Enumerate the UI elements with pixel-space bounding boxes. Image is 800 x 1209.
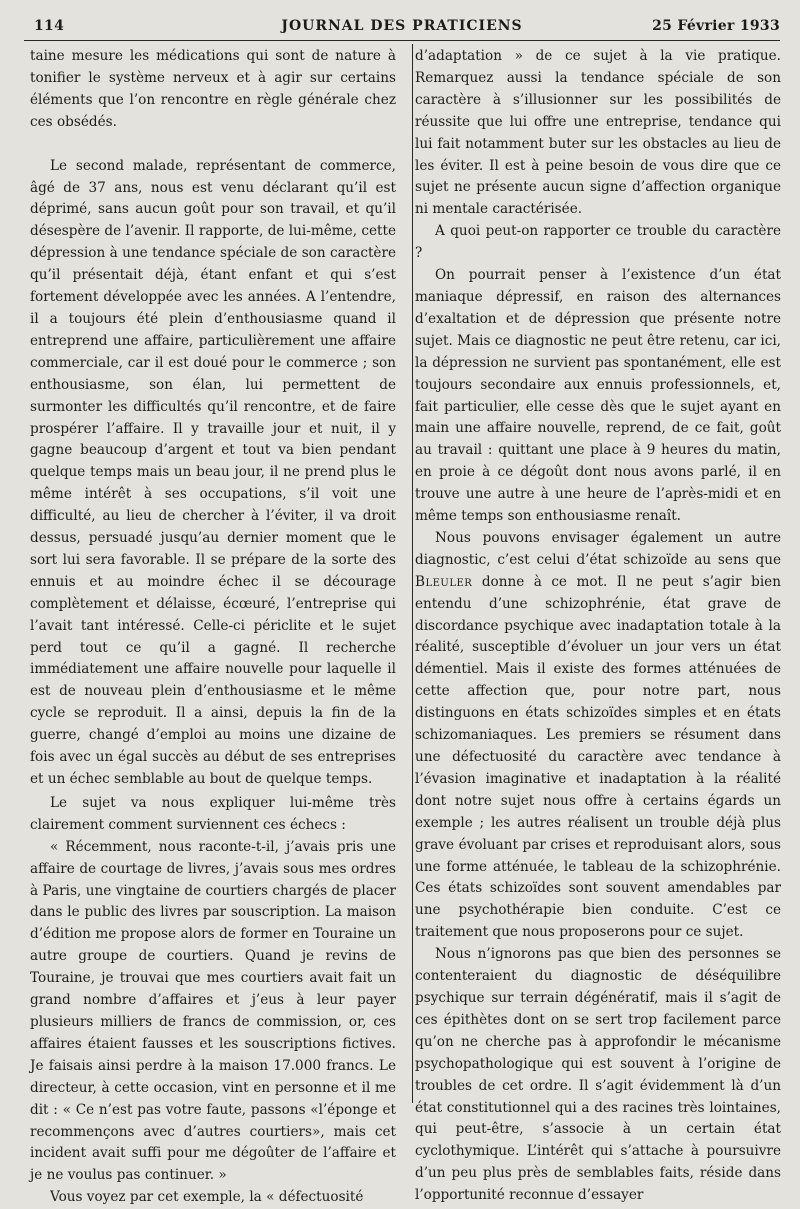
paragraph-text: donne à ce mot. Il ne peut s’agir bien entendu d’une schizophrénie, état grave de discordance psychique avec inadaptation totale à la réalité, susceptible d’évoluer un jour vers un état démentiel. Mais il existe des formes atténuées de cette affection que, pour notre part, nous distinguons en états schizoïdes simples et en états schizomaniaques. Les premiers se résument dans une défectuosité du caractère avec tendance à l’évasion imaginative et inadaptation à la réalité dont notre sujet nous offre à certains égards un exemple ; les autres réalisent un trouble déjà plus grave évoluant par crises et reproduisant alors, sous une forme atténuée, le tableau de la schizophrénie. Ces états schizoïdes sont souvent amendables par une psychothérapie bien conduite. C’est ce traitement que nous proposerons pour ce sujet. (415, 573, 781, 941)
paragraph (415, 528, 781, 944)
paragraph: Le sujet va nous expliquer lui-même très clairement comment surviennent ces échecs : (30, 794, 396, 833)
paragraph: taine mesure les médications qui sont de nature à tonifier le système nerveux et à agir sur certains éléments que l’on rencontre en règle générale chez ces obsédés. (30, 48, 396, 130)
header-rule (24, 40, 780, 41)
page-number: 114 (34, 18, 65, 34)
left-column (30, 46, 396, 1209)
running-header (24, 12, 780, 38)
author-name: Bleuler (415, 573, 473, 590)
paragraph: On pourrait penser à l’existence d’un état maniaque dépressif, en raison des alternances d’exaltation et de dépression que présente notre sujet. Mais ce diagnostic ne peut être retenu, car ici, la dépression ne survient pas spontanément, elle est toujours secondaire aux ennuis professionnels, et, fait particulier, elle cesse dès que le sujet ayant en main une affaire nouvelle, reprend, de ce fait, goût au travail : quittant une place à 9 heures du matin, en proie à ce dégoût dont nous avons parlé, il en trouve une autre à une heure de l’après-midi et en même temps son enthousiasme renaît. (415, 267, 781, 525)
issue-date: 25 Février 1933 (652, 18, 780, 34)
paragraph-text: Nous pouvons envisager également un autre diagnostic, c’est celui d’état schizoïde au sens que (415, 529, 781, 568)
quoted-paragraph: « Récemment, nous raconte-t-il, j’avais pris une affaire de courtage de livres, j’avais sous mes ordres à Paris, une vingtaine de courtiers chargés de placer dans le public des livres par souscription. La maison d’édition me propose alors de former en Touraine un autre groupe de courtiers. Quand je revins de Touraine, je trouvai que mes courtiers avait fait un grand nombre d’affaires et j’eus à leur payer plusieurs milliers de francs de commission, or, ces affaires étaient fausses et les souscriptions fictives. Je faisais ainsi perdre à la maison 17.000 francs. Le directeur, à cette occasion, vint en personne et il me dit : « Ce n’est pas votre faute, passons «l’éponge et recommençons avec d’autres courtiers», mais cet incident avait suffi pour me dégoûter de l’affaire et je ne voulus pas continuer. » (30, 838, 396, 1184)
column-divider (412, 44, 413, 1103)
paragraph: Vous voyez par cet exemple, la « défectuosité (50, 1189, 364, 1206)
paragraph: Nous n’ignorons pas que bien des personnes se contenteraient du diagnostic de déséquilibre psychique sur terrain dégénératif, mais il s’agit de ces épithètes dont on se sert trop facilement parce qu’on ne cherche pas à approfondir le mécanisme psychopathologique qui est souvent à l’origine de troubles de cet ordre. Il s’agit évidemment là d’un état constitutionnel qui a des racines très lointaines, qui peut-être, s’associe à un certain état cyclothymique. L’intérêt qui s’attache à poursuivre d’un peu plus près de semblables faits, réside dans l’opportunité reconnue d’essayer (415, 946, 781, 1204)
right-column (415, 46, 781, 1207)
paragraph: Le second malade, représentant de commerce, âgé de 37 ans, nous est venu déclarant qu’il est déprimé, sans aucun goût pour son travail, et qu’il désespère de l’avenir. Il rapporte, de lui-même, cette dépression à une tendance spéciale de son caractère qu’il présentait déjà, étant enfant et qui s’est fortement développée avec les années. A l’entendre, il a toujours été plein d’enthousiasme quand il entreprend une affaire, particulièrement une affaire commerciale, car il est doué pour le commerce ; son enthousiasme, son élan, lui permettent de surmonter les difficultés qu’il rencontre, et de faire prospérer l’affaire. Il y travaille jour et nuit, il y gagne beaucoup d’argent et tout va bien pendant quelque temps mais un beau jour, il ne prend plus le même intérêt à ses occupations, s’il voit une difficulté, au lieu de chercher à l’éviter, il va droit dessus, persuadé jusqu’au dernier moment que le sort lui sera favorable. Il se prépare de la sorte des ennuis et au moindre échec il se décourage complètement et délaisse, écœuré, l’entreprise qui l’avait tant intéressé. Celle-ci périclite et le sujet perd tout ce qu’il a gagné. Il recherche immédiatement une affaire nouvelle pour laquelle il est de nouveau plein d’enthousiasme et le même cycle se reproduit. Il a ainsi, depuis la fin de la guerre, changé d’emploi au moins une dizaine de fois avec un égal succès au début de ses entreprises et un échec semblable au bout de quelque temps. (30, 157, 396, 787)
paragraph: A quoi peut-on rapporter ce trouble du caractère ? (415, 223, 781, 262)
paragraph: d’adaptation » de ce sujet à la vie pratique. Remarquez aussi la tendance spéciale de son caractère à s’illusionner sur les possibilités de réussite que lui offre une entreprise, tendance qui lui fait notamment buter sur les obstacles au lieu de les éviter. Il est à peine besoin de vous dire que ce sujet ne présente aucun signe d’affection organique ni mentale caractérisée. (415, 48, 781, 218)
journal-title: JOURNAL DES PRATICIENS (281, 18, 523, 34)
